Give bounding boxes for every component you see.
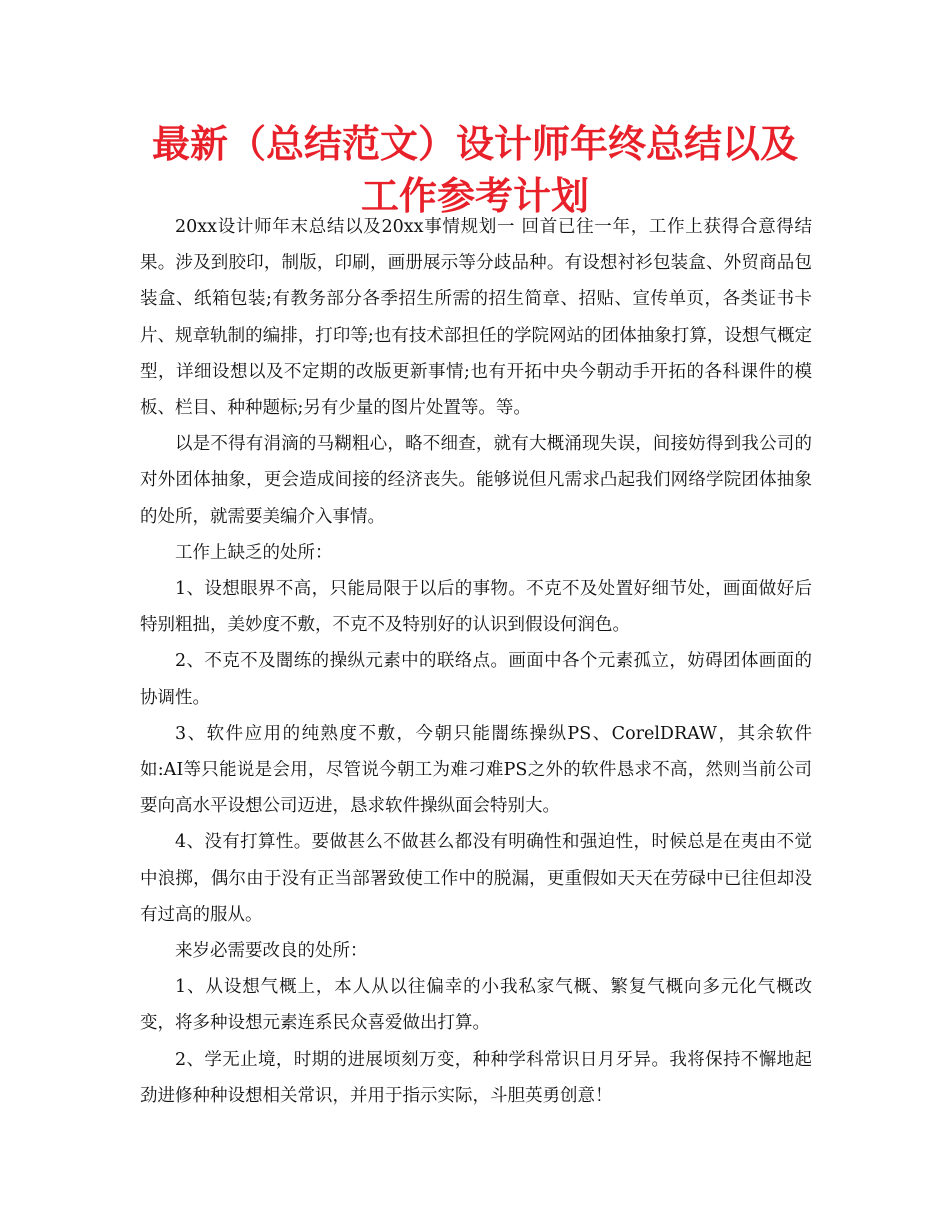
paragraph-intro: 20xx设计师年末总结以及20xx事情规划一 回首已往一年，工作上获得合意得结果。涉及到胶印，制版，印刷，画册展示等分歧品种。有设想衬衫包装盒、外贸商品包装盒、纸箱包装;有教务部分各季招生所需的招生简章、招贴、宣传单页，各类证书卡片、规章轨制的编排，打印等;也有技术部担任的学院网站的团体抽象打算，设想气概定型，详细设想以及不定期的改版更新事情;也有开拓中央今朝动手开拓的各科课件的模板、栏目、种种题标;另有少量的图片处置等。等。 <box>140 217 812 419</box>
paragraph-shortcoming-2: 2、不克不及闇练的操纵元素中的联络点。画面中各个元素孤立，妨碍团体画面的协调性。 <box>140 651 812 708</box>
paragraph-shortcoming-1: 1、设想眼界不高，只能局限于以后的事物。不克不及处置好细节处，画面做好后特别粗拙，美妙度不敷，不克不及特别好的认识到假设何润色。 <box>140 579 812 636</box>
paragraph-shortcoming-4: 4、没有打算性。要做甚么不做甚么都没有明确性和强迫性，时候总是在夷由不觉中浪掷，偶尔由于没有正当部署致使工作中的脱漏，更重假如天天在劳碌中已往但却没有过高的服从。 <box>140 832 812 925</box>
paragraph-shortcomings-heading: 工作上缺乏的处所： <box>175 542 333 563</box>
paragraph-improvements-heading: 来岁必需要改良的处所： <box>175 941 368 962</box>
document-body <box>140 209 812 1114</box>
paragraph-shortcoming-3: 3、软件应用的纯熟度不敷，今朝只能闇练操纵PS、CorelDRAW，其余软件如:AI等只能说是会用，尽管说今朝工为难刁难PS之外的软件恳求不高，然则当前公司要向高水平设想公司迈进，恳求软件操纵面会特别大。 <box>140 723 812 817</box>
paragraph-improvement-2: 2、学无止境，时期的进展顷刻万变，种种学科常识日月牙异。我将保持不懈地起劲进修种种设想相关常识，并用于指示实际，斗胆英勇创意！ <box>140 1049 812 1106</box>
paragraph-improvement-1: 1、从设想气概上，本人从以往偏幸的小我私家气概、繁复气概向多元化气概改变，将多种设想元素连系民众喜爱做出打算。 <box>140 977 812 1034</box>
paragraph-importance: 以是不得有涓滴的马糊粗心，略不细查，就有大概涌现失误，间接妨得到我公司的对外团体抽象，更会造成间接的经济丧失。能够说但凡需求凸起我们网络学院团体抽象的处所，就需要美编介入事情。 <box>140 434 812 527</box>
document-title: 最新（总结范文）设计师年终总结以及工作参考计划 <box>151 122 798 218</box>
